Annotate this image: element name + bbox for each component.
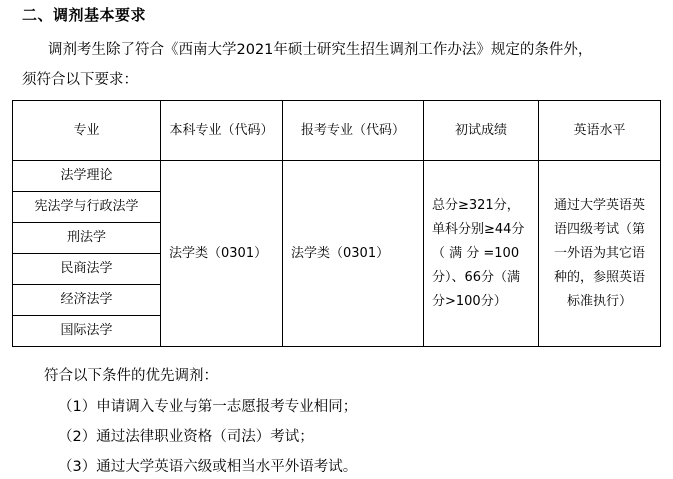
english-line: 一外语为其它语 [553,245,645,261]
english-line: 标准执行） [566,293,632,309]
table-header-row [13,101,661,161]
table-row [13,161,661,192]
major-cell: 国际法学 [13,316,161,347]
score-line: 分>100分） [432,293,507,309]
english-line: 通过大学英语英 [553,197,645,213]
header-english-level: 英语水平 [539,101,661,161]
english-level-cell [539,161,661,347]
priority-title: 符合以下条件的优先调剂： [44,368,218,384]
applied-major-cell: 法学类（0301） [283,161,424,347]
header-undergrad-major: 本科专业（代码） [161,101,283,161]
header-major: 专业 [13,101,161,161]
major-cell: 经济法学 [13,285,161,316]
score-line: （ 满 分 =100 [432,245,520,261]
intro-paragraph-continued: 须符合以下要求： [22,72,138,88]
english-line: 种的，参照英语 [553,269,645,285]
priority-item: （2）通过法律职业资格（司法）考试； [58,429,314,445]
english-line: 语四级考试（第 [553,221,645,237]
major-cell: 刑法学 [13,223,161,254]
header-initial-score: 初试成绩 [424,101,539,161]
major-cell: 法学理论 [13,161,161,192]
priority-item: （3）通过大学英语六级或相当水平外语考试。 [58,459,358,475]
score-line: 单科分别≥44分 [432,221,525,237]
score-line: 分）、66分（满 [432,269,521,285]
requirements-table [12,100,661,347]
initial-score-cell [424,161,539,347]
score-line: 总分≥321分， [432,197,520,213]
priority-item: （1）申请调入专业与第一志愿报考专业相同； [58,399,358,415]
header-applied-major: 报考专业（代码） [283,101,424,161]
intro-paragraph: 调剂考生除了符合《西南大学2021年硕士研究生招生调剂工作办法》规定的条件外， [48,42,593,58]
undergrad-major-cell: 法学类（0301） [161,161,283,347]
section-title: 二、调剂基本要求 [22,6,147,24]
major-cell: 民商法学 [13,254,161,285]
major-cell: 宪法学与行政法学 [13,192,161,223]
